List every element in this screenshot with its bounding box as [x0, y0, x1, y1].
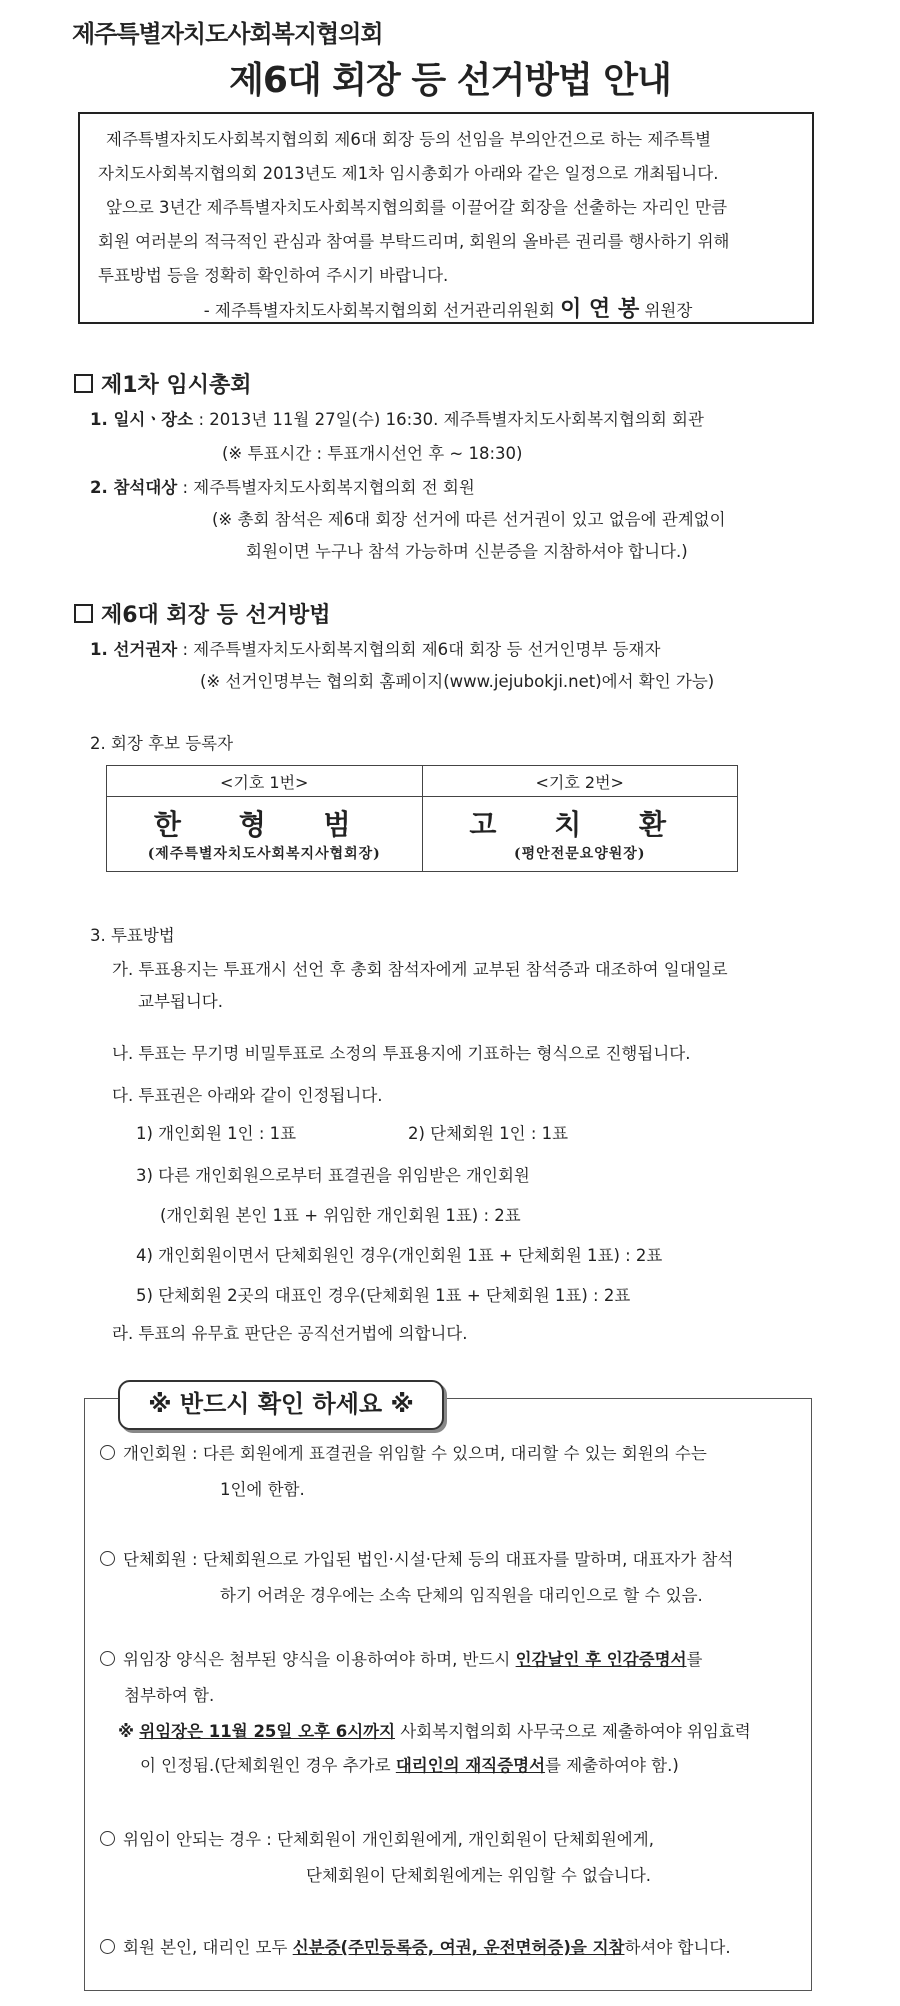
intro-line: 앞으로 3년간 제주특별자치도사회복지협의회를 이끌어갈 회장을 선출하는 자리인 만큼: [106, 198, 728, 217]
organization-name: 제주특별자치도사회복지협의회: [72, 20, 383, 48]
vote-rule: 5) 단체회원 2곳의 대표인 경우(단체회원 1표 + 단체회원 1표) : 2표: [136, 1286, 631, 1305]
intro-box: [78, 112, 814, 324]
candidate-1-name: 한 형 범: [153, 808, 375, 841]
method-item: 다. 투표권은 아래와 같이 인정됩니다.: [112, 1086, 383, 1105]
method-label: 3. 투표방법: [90, 926, 175, 945]
circle-bullet-icon: [100, 1651, 115, 1666]
meeting-attendees: 2. 참석대상 : 제주특별자치도사회복지협의회 전 회원: [90, 478, 475, 497]
intro-line: 자치도사회복지협의회 2013년도 제1차 임시총회가 아래와 같은 일정으로 개최됩니다.: [98, 164, 719, 183]
intro-line: 투표방법 등을 정확히 확인하여 주시기 바랍니다.: [98, 266, 449, 285]
vote-rule: 4) 개인회원이면서 단체회원인 경우(개인회원 1표 + 단체회원 1표) : 2표: [136, 1246, 663, 1265]
notice-item: 단체회원이 단체회원에게는 위임할 수 없습니다.: [306, 1866, 652, 1885]
candidate-2-affiliation: (평안전문요양원장): [514, 846, 646, 862]
candidates-table: [106, 765, 738, 872]
method-item: 가. 투표용지는 투표개시 선언 후 총회 참석자에게 교부된 참석증과 대조하여 일대일로: [112, 960, 728, 979]
method-item: 나. 투표는 무기명 비밀투표로 소정의 투표용지에 기표하는 형식으로 진행됩니다.: [112, 1044, 691, 1063]
page-title: 제6대 회장 등 선거방법 안내: [229, 60, 671, 101]
voters-note: (※ 선거인명부는 협의회 홈페이지(www.jejubokji.net)에서 확인 가능): [200, 672, 715, 691]
notice-item: 회원 본인, 대리인 모두 신분증(주민등록증, 여권, 운전면허증)을 지참하셔야 합니다.: [100, 1934, 731, 1958]
circle-bullet-icon: [100, 1831, 115, 1846]
checkbox-square-icon: [74, 374, 93, 393]
checkbox-square-icon: [74, 604, 93, 623]
intro-signature: - 제주특별자치도사회복지협의회 선거관리위원회 이 연 봉 위원장: [203, 297, 693, 322]
candidate-2-name: 고 치 환: [469, 808, 691, 841]
method-item: 라. 투표의 유무효 판단은 공직선거법에 의합니다.: [112, 1324, 468, 1343]
meeting-datetime: 1. 일시ㆍ장소 : 2013년 11월 27일(수) 16:30. 제주특별자치도사회복지협의회 회관: [90, 410, 704, 429]
candidate-1-affiliation: (제주특별자치도사회복지사협회장): [147, 846, 381, 862]
notice-title: ※ 반드시 확인 하세요 ※: [118, 1380, 444, 1430]
candidate-2-number: <기호 2번>: [422, 766, 738, 797]
voters: 1. 선거권자 : 제주특별자치도사회복지협의회 제6대 회장 등 선거인명부 등재자: [90, 640, 661, 659]
notice-item: 개인회원 : 다른 회원에게 표결권을 위임할 수 있으며, 대리할 수 있는 회원의 수는: [100, 1440, 707, 1464]
section-election-heading: 제6대 회장 등 선거방법: [74, 598, 331, 629]
circle-bullet-icon: [100, 1445, 115, 1460]
method-item: 교부됩니다.: [138, 992, 223, 1011]
candidates-label: 2. 회장 후보 등록자: [90, 734, 234, 753]
meeting-vote-time-note: (※ 투표시간 : 투표개시선언 후 ~ 18:30): [222, 444, 523, 463]
notice-item: 1인에 한함.: [220, 1480, 305, 1499]
candidate-1-number: <기호 1번>: [107, 766, 423, 797]
notice-item: 첨부하여 함.: [124, 1686, 215, 1705]
vote-rule: 3) 다른 개인회원으로부터 표결권을 위임받은 개인회원: [136, 1166, 530, 1185]
circle-bullet-icon: [100, 1939, 115, 1954]
vote-rule: 2) 단체회원 1인 : 1표: [408, 1124, 569, 1143]
intro-line: 회원 여러분의 적극적인 관심과 참여를 부탁드리며, 회원의 올바른 권리를 행사하기 위해: [98, 232, 730, 251]
notice-deadline: ※ 위임장은 11월 25일 오후 6시까지 사회복지협의회 사무국으로 제출하여야 위임효력: [118, 1722, 751, 1741]
notice-item: 하기 어려운 경우에는 소속 단체의 임직원을 대리인으로 할 수 있음.: [220, 1586, 703, 1605]
committee-chair-name: 이 연 봉: [560, 297, 640, 322]
candidate-2-cell: [422, 797, 738, 872]
section-meeting-heading: 제1차 임시총회: [74, 368, 251, 399]
vote-rule: (개인회원 본인 1표 + 위임한 개인회원 1표) : 2표: [160, 1206, 521, 1225]
circle-bullet-icon: [100, 1551, 115, 1566]
notice-item: 이 인정됨.(단체회원인 경우 추가로 대리인의 재직증명서를 제출하여야 함.): [140, 1756, 679, 1775]
meeting-attendee-note: 회원이면 누구나 참석 가능하며 신분증을 지참하셔야 합니다.): [246, 542, 688, 561]
meeting-attendee-note: (※ 총회 참석은 제6대 회장 선거에 따른 선거권이 있고 없음에 관계없이: [212, 510, 726, 529]
notice-item: 단체회원 : 단체회원으로 가입된 법인·시설·단체 등의 대표자를 말하며, 대표자가 참석: [100, 1546, 733, 1570]
vote-rule: 1) 개인회원 1인 : 1표: [136, 1124, 297, 1143]
notice-item: 위임이 안되는 경우 : 단체회원이 개인회원에게, 개인회원이 단체회원에게,: [100, 1826, 654, 1850]
intro-line: 제주특별자치도사회복지협의회 제6대 회장 등의 선임을 부의안건으로 하는 제주특별: [106, 130, 712, 149]
notice-item: 위임장 양식은 첨부된 양식을 이용하여야 하며, 반드시 인감날인 후 인감증명서를: [100, 1646, 702, 1670]
candidate-1-cell: [107, 797, 423, 872]
